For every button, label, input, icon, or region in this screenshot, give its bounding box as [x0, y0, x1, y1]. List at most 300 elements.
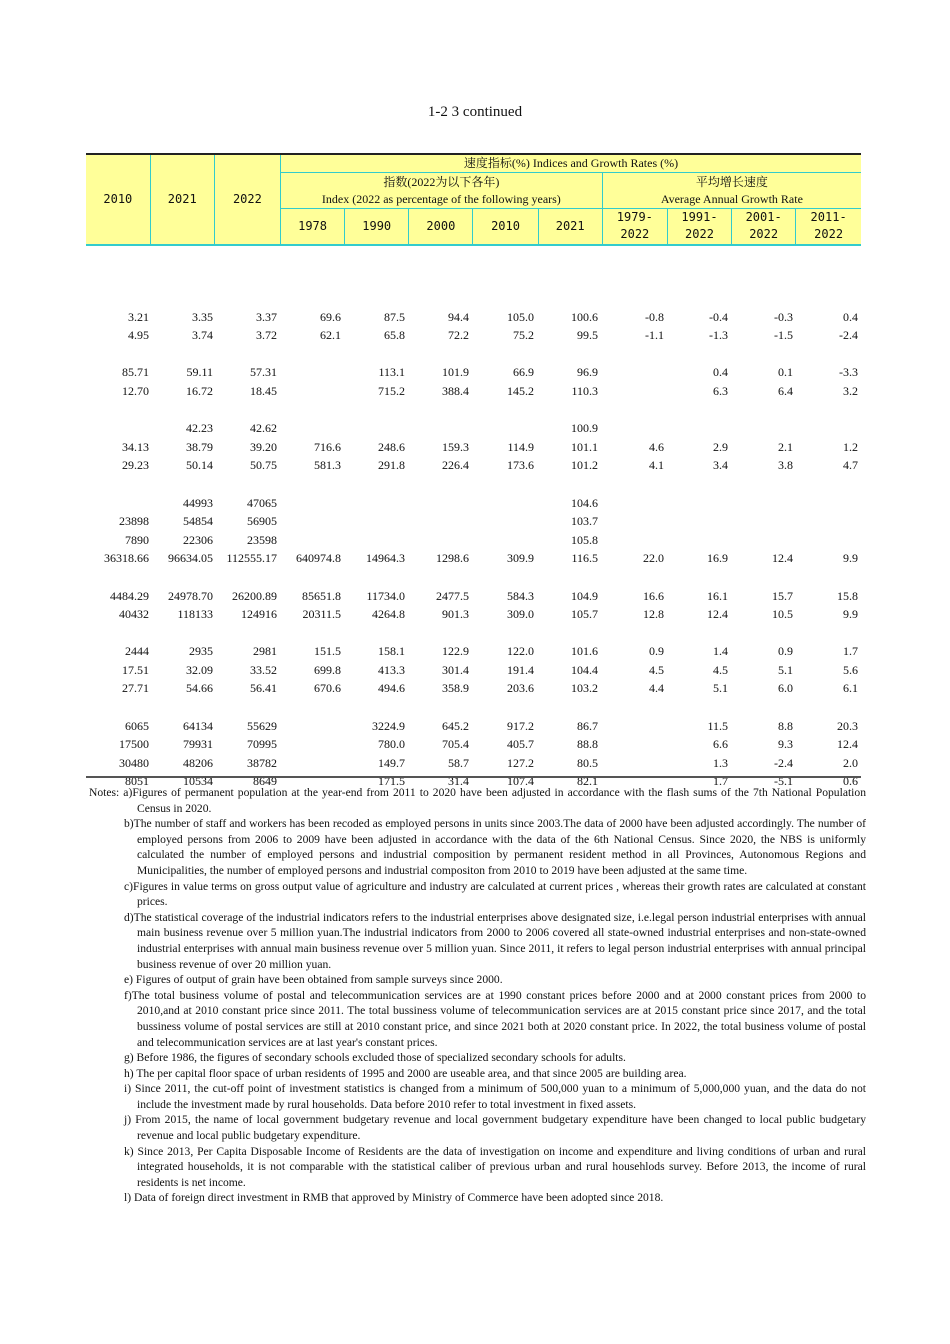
table-cell: -2.4 — [774, 755, 793, 770]
period-end: 2022 — [814, 227, 844, 242]
table-cell — [149, 624, 213, 643]
table-cell — [534, 345, 598, 364]
table-cell: 901.3 — [442, 607, 469, 622]
table-cell — [664, 419, 728, 438]
table-cell: 38.79 — [186, 439, 213, 454]
table-cell: 40432 — [119, 607, 149, 622]
table-cell: 48206 — [183, 755, 213, 770]
table-row — [86, 363, 861, 382]
table-cell: 309.0 — [507, 607, 534, 622]
table-cell — [277, 512, 341, 531]
table-cell: 12.8 — [643, 607, 664, 622]
table-cell — [277, 401, 341, 420]
table-cell: 101.2 — [571, 458, 598, 473]
table-cell: 145.2 — [507, 383, 534, 398]
table-cell: 101.6 — [571, 644, 598, 659]
table-cell — [598, 512, 664, 531]
table-cell: 100.6 — [571, 309, 598, 324]
table-cell — [469, 401, 534, 420]
table-cell: 413.3 — [378, 662, 405, 677]
table-cell: 32.09 — [186, 662, 213, 677]
table-cell — [793, 624, 858, 643]
table-cell — [341, 568, 405, 587]
header-growth-1979-2022 — [602, 209, 667, 245]
table-cell — [341, 419, 405, 438]
table-cell — [534, 698, 598, 717]
table-cell: 640974.8 — [296, 551, 341, 566]
table-cell: 50.14 — [186, 458, 213, 473]
table-cell — [405, 698, 469, 717]
table-cell: 85.71 — [122, 365, 149, 380]
header-growth-2001-2022 — [732, 209, 796, 245]
table-cell — [664, 401, 728, 420]
table-cell — [664, 512, 728, 531]
table-cell: 107.4 — [507, 774, 534, 789]
note-item: i) Since 2011, the cut-off point of investment statistics is changed from a minimum of 500,000 yuan to a minimum of 5,000,000 yuan, and the data do not include the investment made by rural households. Data before 2010 refer to total investment in fixed assets. — [124, 1082, 866, 1111]
table-cell: 358.9 — [442, 681, 469, 696]
table-cell: 14964.3 — [366, 551, 405, 566]
table-cell: 26200.89 — [232, 588, 277, 603]
table-cell — [664, 345, 728, 364]
table-cell — [598, 754, 664, 773]
table-cell: -1.5 — [774, 328, 793, 343]
table-cell — [86, 345, 149, 364]
table-cell — [405, 401, 469, 420]
table-cell — [277, 382, 341, 401]
table-cell — [728, 624, 793, 643]
header-year-2022: 2022 — [214, 154, 280, 245]
table-cell: -5.1 — [774, 774, 793, 789]
table-cell: 5.6 — [843, 662, 858, 677]
table-cell: 6.0 — [778, 681, 793, 696]
table-cell — [793, 419, 858, 438]
note-item: Notes: a)Figures of permanent population at the year-end from 2011 to 2020 have been adjusted in accordance with the flash sums of the 7th National Population Census in 2020. — [89, 786, 866, 815]
table-cell: 1.3 — [713, 755, 728, 770]
table-cell — [469, 419, 534, 438]
table-cell: 87.5 — [384, 309, 405, 324]
table-cell: 64134 — [183, 718, 213, 733]
table-cell — [534, 624, 598, 643]
table-cell: 0.6 — [843, 774, 858, 789]
table-cell — [213, 568, 277, 587]
table-cell: 96.9 — [577, 365, 598, 380]
table-cell — [341, 512, 405, 531]
table-cell: 72.2 — [448, 328, 469, 343]
table-cell — [86, 289, 149, 308]
table-cell: 79931 — [183, 737, 213, 752]
note-item: j) From 2015, the name of local government budgetary revenue and local government budgetary expenditure have been changed to local public budgetary revenue and local public budgetary expenditure. — [124, 1113, 866, 1143]
table-cell — [728, 419, 793, 438]
table-cell: 4.6 — [649, 439, 664, 454]
table-cell — [213, 401, 277, 420]
table-cell: 118133 — [177, 607, 213, 622]
table-cell: 2.1 — [778, 439, 793, 454]
table-cell: 3224.9 — [372, 718, 405, 733]
table-cell: 3.74 — [192, 328, 213, 343]
table-cell: 149.7 — [378, 755, 405, 770]
table-cell: 301.4 — [442, 662, 469, 677]
table-cell — [728, 512, 793, 531]
table-row — [86, 549, 861, 568]
table-cell: 4.7 — [843, 458, 858, 473]
table-cell — [469, 289, 534, 308]
table-cell: 291.8 — [378, 458, 405, 473]
table-cell — [728, 568, 793, 587]
table-cell: 23898 — [119, 514, 149, 529]
table-bottom-rule — [86, 776, 861, 778]
table-cell: 6065 — [125, 718, 149, 733]
table-cell: 17500 — [119, 737, 149, 752]
table-row — [86, 475, 861, 494]
table-cell: 104.6 — [571, 495, 598, 510]
table-cell: 57.31 — [250, 365, 277, 380]
period-end: 2022 — [620, 227, 650, 242]
table-cell: 3.21 — [128, 309, 149, 324]
table-cell: 59.11 — [186, 365, 213, 380]
table-cell: 15.7 — [772, 588, 793, 603]
table-cell: 2477.5 — [436, 588, 469, 603]
table-cell — [277, 568, 341, 587]
table-cell — [213, 289, 277, 308]
table-cell — [728, 475, 793, 494]
table-cell: 0.4 — [843, 309, 858, 324]
table-cell: 6.3 — [713, 383, 728, 398]
table-cell: 58.7 — [448, 755, 469, 770]
table-cell — [277, 754, 341, 773]
table-cell — [534, 289, 598, 308]
table-cell: 105.0 — [507, 309, 534, 324]
table-cell: -1.3 — [709, 328, 728, 343]
table-cell: 159.3 — [442, 439, 469, 454]
table-row — [86, 605, 861, 624]
table-cell: 101.9 — [442, 365, 469, 380]
table-cell: 1.7 — [713, 774, 728, 789]
table-cell — [149, 568, 213, 587]
table-cell — [793, 289, 858, 308]
table-cell: 1.2 — [843, 439, 858, 454]
header-growth-title-cn: 平均增长速度 — [695, 174, 768, 189]
period-start: 2001- — [745, 210, 782, 225]
table-cell: 2.0 — [843, 755, 858, 770]
table-cell — [86, 494, 149, 513]
table-cell: 2935 — [189, 644, 213, 659]
table-cell: 105.7 — [571, 607, 598, 622]
table-cell — [598, 419, 664, 438]
table-cell: 20.3 — [837, 718, 858, 733]
table-cell — [277, 289, 341, 308]
table-cell — [277, 345, 341, 364]
table-row — [86, 735, 861, 754]
table-cell — [469, 345, 534, 364]
table-cell — [598, 568, 664, 587]
table-cell: 0.1 — [778, 365, 793, 380]
table-cell — [598, 401, 664, 420]
note-item: h) The per capital floor space of urban residents of 1995 and 2000 are useable area, and that since 2005 are building area. — [124, 1066, 687, 1080]
table-cell: 44993 — [183, 495, 213, 510]
table-cell: 151.5 — [314, 644, 341, 659]
table-cell: 4.5 — [649, 662, 664, 677]
table-cell: 110.3 — [571, 383, 598, 398]
table-cell — [728, 401, 793, 420]
table-cell — [664, 531, 728, 550]
table-cell: 24978.70 — [168, 588, 213, 603]
table-cell — [469, 698, 534, 717]
table-cell: 22306 — [183, 532, 213, 547]
table-cell — [405, 568, 469, 587]
table-cell: 127.2 — [507, 755, 534, 770]
table-cell — [728, 531, 793, 550]
table-cell: 66.9 — [513, 365, 534, 380]
table-cell — [213, 698, 277, 717]
header-growth-2011-2022 — [796, 209, 861, 245]
table-cell: 70995 — [247, 737, 277, 752]
table-cell: 86.7 — [577, 718, 598, 733]
table-cell — [149, 289, 213, 308]
table-row — [86, 698, 861, 717]
table-cell: 11.5 — [707, 718, 728, 733]
table-cell: 581.3 — [314, 458, 341, 473]
table-cell — [341, 345, 405, 364]
note-item: e) Figures of output of grain have been obtained from sample surveys since 2000. — [124, 973, 503, 987]
table-cell: 103.2 — [571, 681, 598, 696]
table-cell — [405, 475, 469, 494]
table-cell — [341, 289, 405, 308]
table-cell: 1298.6 — [436, 551, 469, 566]
table-cell — [213, 475, 277, 494]
table-cell: 3.4 — [713, 458, 728, 473]
table-row — [86, 289, 861, 308]
table-cell: 36318.66 — [104, 551, 149, 566]
table-cell: 54.66 — [186, 681, 213, 696]
table-cell: 56.41 — [250, 681, 277, 696]
table-cell — [598, 345, 664, 364]
table-row — [86, 512, 861, 531]
note-item: f)The total business volume of postal and telecommunication services are at 1990 constant prices before 2000 and at 2000 constant prices from 2000 to 2010,and at 2010 constant price since 2011. The total bussiness volume of telecommunication services are at 2015 constant price since 2017, and the total bussiness volume of postal services are still at 2010 constant price, and since 2021 both at 2020 constant price. In 2022, the total business volume of postal and telecommunication services are at last year's constant prices. — [124, 988, 866, 1049]
table-cell: 388.4 — [442, 383, 469, 398]
table-cell: 11734.0 — [366, 588, 405, 603]
table-cell: 0.9 — [649, 644, 664, 659]
table-row — [86, 326, 861, 345]
table-cell: 248.6 — [378, 439, 405, 454]
table-cell: 158.1 — [378, 644, 405, 659]
table-cell: 9.9 — [843, 551, 858, 566]
table-cell: 405.7 — [507, 737, 534, 752]
table-cell: 0.4 — [713, 365, 728, 380]
table-cell: 645.2 — [442, 718, 469, 733]
period-start: 2011- — [810, 210, 847, 225]
table-cell: -1.1 — [645, 328, 664, 343]
table-cell — [793, 345, 858, 364]
note-item: c)Figures in value terms on gross output value of agriculture and industry are calculated at current prices , whereas their growth rates are calculated at constant prices. — [124, 879, 866, 909]
table-cell: 105.8 — [571, 532, 598, 547]
table-cell — [341, 531, 405, 550]
table-cell: 3.37 — [256, 309, 277, 324]
table-cell: -0.4 — [709, 309, 728, 324]
table-cell: 69.6 — [320, 309, 341, 324]
table-cell — [664, 494, 728, 513]
table-cell — [664, 698, 728, 717]
table-cell: 5.1 — [778, 662, 793, 677]
table-cell: -0.8 — [645, 309, 664, 324]
table-cell — [277, 624, 341, 643]
table-cell — [793, 531, 858, 550]
table-cell: 10534 — [183, 774, 213, 789]
header-growth-title-en: Average Annual Growth Rate — [660, 191, 803, 206]
table-cell: -2.4 — [839, 328, 858, 343]
table-cell: 191.4 — [507, 662, 534, 677]
table-cell: 494.6 — [378, 681, 405, 696]
table-cell: 20311.5 — [302, 607, 341, 622]
table-cell — [86, 698, 149, 717]
table-row — [86, 754, 861, 773]
table-cell — [793, 512, 858, 531]
table-cell: 8051 — [125, 774, 149, 789]
table-cell: 101.1 — [571, 439, 598, 454]
table-cell: 42.23 — [186, 421, 213, 436]
table-cell: 88.8 — [577, 737, 598, 752]
header-year-2010: 2010 — [86, 154, 150, 245]
table-cell: 9.9 — [843, 607, 858, 622]
table-row — [86, 419, 861, 438]
table-cell — [598, 698, 664, 717]
table-cell — [598, 363, 664, 382]
table-cell: 113.1 — [378, 365, 405, 380]
period-start: 1979- — [616, 210, 653, 225]
table-cell — [149, 475, 213, 494]
table-row — [86, 531, 861, 550]
table-cell: 12.4 — [772, 551, 793, 566]
table-cell: 4.5 — [713, 662, 728, 677]
table-row — [86, 624, 861, 643]
table-cell — [793, 401, 858, 420]
header-indices-growth-rates: 速度指标(%) Indices and Growth Rates (%) — [280, 154, 861, 173]
note-item: l) Data of foreign direct investment in RMB that approved by Ministry of Commerce have been adopted since 2018. — [124, 1191, 664, 1205]
header-year-2021: 2021 — [150, 154, 214, 245]
table-cell — [277, 698, 341, 717]
table-row — [86, 308, 861, 327]
table-cell: 103.7 — [571, 514, 598, 529]
note-item: b)The number of staff and workers has been recoded as employed persons in units since 2003.The data of 2000 have been adjusted accordingly. The number of employed persons from 2006 to 2009 have been adjusted in accordance with the data of the 6th National Census. Since 2020, the NBS is uniformly calculated the number of employed persons and industrial composition by permanent resident method in all Provinces, Autonomous Regions and Municipalities, the number of employed persons and industrial compositon from 2010 to 2019 have been adjusted at the same time. — [124, 817, 866, 877]
table-cell: 173.6 — [507, 458, 534, 473]
table-cell: 124916 — [241, 607, 277, 622]
note-item: d)The statistical coverage of the industrial indicators refers to the industrial enterprises above designated size, i.e.legal person industrial enterprises with annual main business revenue over 5 million yuan.The industrial indicators from 2000 to 2006 covered all state-owned industrial enterprises and non-state-owned industrial enterprises with annual main business revenue over 5 million yuan. Since 2011, it refers to legal person industrial enterprises with annual principal business revenue of over 20 million yuan. — [124, 910, 866, 971]
table-body — [86, 289, 861, 791]
table-cell: 122.0 — [507, 644, 534, 659]
table-cell: 6.4 — [778, 383, 793, 398]
table-cell — [405, 531, 469, 550]
period-end: 2022 — [749, 227, 779, 242]
table-cell: 85651.8 — [302, 588, 341, 603]
table-cell — [149, 345, 213, 364]
table-cell — [793, 568, 858, 587]
table-row — [86, 642, 861, 661]
table-cell — [341, 475, 405, 494]
table-cell: 917.2 — [507, 718, 534, 733]
table-cell: 1.7 — [843, 644, 858, 659]
notes-section — [86, 785, 866, 1206]
table-cell: 34.13 — [122, 439, 149, 454]
table-row — [86, 456, 861, 475]
table-cell: 22.0 — [643, 551, 664, 566]
table-cell: 716.6 — [314, 439, 341, 454]
header-index-title-en: Index (2022 as percentage of the following years) — [321, 191, 561, 206]
table-cell: 699.8 — [314, 662, 341, 677]
table-row — [86, 401, 861, 420]
table-cell — [86, 401, 149, 420]
table-cell — [598, 735, 664, 754]
table-cell — [86, 568, 149, 587]
table-row — [86, 587, 861, 606]
table-cell: 104.4 — [571, 662, 598, 677]
table-cell: 203.6 — [507, 681, 534, 696]
table-cell: 3.72 — [256, 328, 277, 343]
table-cell — [277, 735, 341, 754]
table-cell — [213, 624, 277, 643]
table-cell: 114.9 — [507, 439, 534, 454]
table-cell: 670.6 — [314, 681, 341, 696]
table-cell: 80.5 — [577, 755, 598, 770]
table-cell: 30480 — [119, 755, 149, 770]
table-cell: 29.23 — [122, 458, 149, 473]
table-title: 1-2 3 continued — [427, 104, 523, 120]
table-cell — [469, 512, 534, 531]
table-cell — [86, 475, 149, 494]
table-cell: 6.1 — [843, 681, 858, 696]
table-cell: 15.8 — [837, 588, 858, 603]
table-cell — [469, 568, 534, 587]
table-cell: -0.3 — [774, 309, 793, 324]
table-cell: 31.4 — [448, 774, 469, 789]
table-cell — [728, 494, 793, 513]
table-row — [86, 345, 861, 364]
table-cell — [598, 717, 664, 736]
table-cell — [277, 419, 341, 438]
table-cell — [664, 624, 728, 643]
table-cell — [664, 568, 728, 587]
table-cell: 99.5 — [577, 328, 598, 343]
table-cell — [534, 568, 598, 587]
table-cell: 47065 — [247, 495, 277, 510]
table-cell: 104.9 — [571, 588, 598, 603]
table-cell — [664, 289, 728, 308]
table-cell: 94.4 — [448, 309, 469, 324]
table-cell: 96634.05 — [168, 551, 213, 566]
table-cell: 56905 — [247, 514, 277, 529]
table-header — [86, 153, 861, 246]
table-cell — [405, 494, 469, 513]
table-cell — [728, 698, 793, 717]
table-cell — [405, 345, 469, 364]
table-cell — [598, 494, 664, 513]
table-cell: 10.5 — [772, 607, 793, 622]
table-cell: 3.8 — [778, 458, 793, 473]
header-index-2000: 2000 — [409, 209, 473, 245]
table-cell: 171.5 — [378, 774, 405, 789]
table-cell: 8.8 — [778, 718, 793, 733]
table-cell — [598, 382, 664, 401]
table-cell: 1.4 — [713, 644, 728, 659]
table-cell — [213, 345, 277, 364]
period-end: 2022 — [685, 227, 714, 242]
table-cell: 4.95 — [128, 328, 149, 343]
table-cell: 17.51 — [122, 662, 149, 677]
table-cell — [86, 419, 149, 438]
table-cell: 3.2 — [843, 383, 858, 398]
table-cell — [728, 289, 793, 308]
table-cell — [598, 475, 664, 494]
table-cell — [469, 475, 534, 494]
table-cell: 705.4 — [442, 737, 469, 752]
